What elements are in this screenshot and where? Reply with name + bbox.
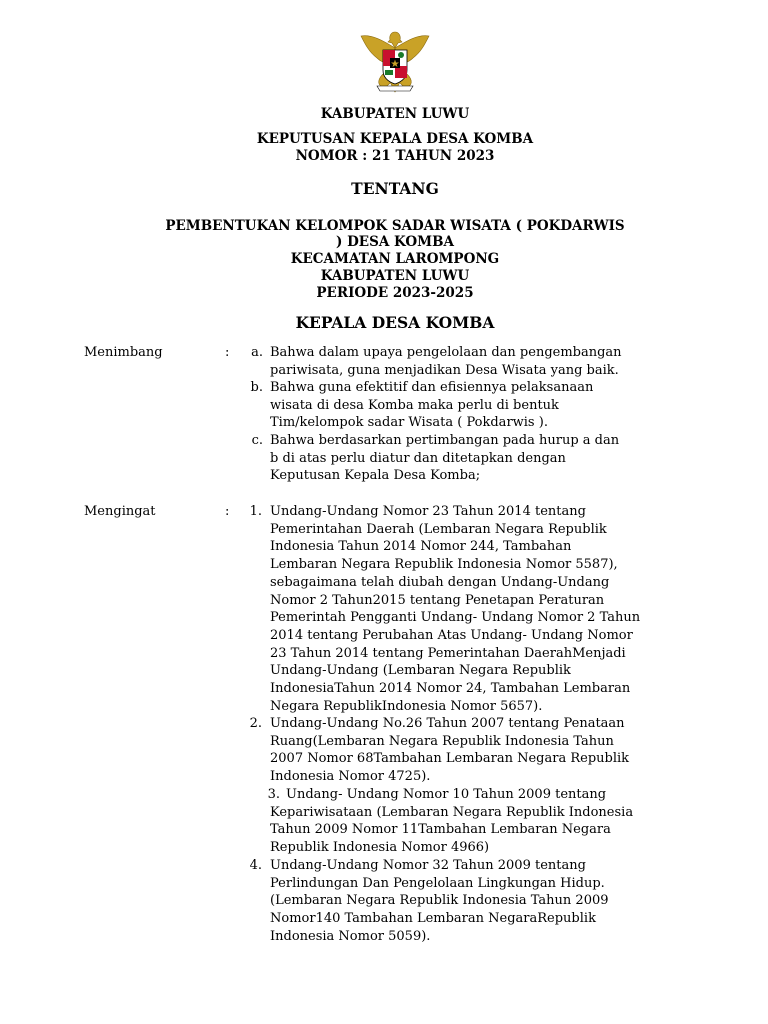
text-line: Undang- Undang Nomor 10 Tahun 2009 tentang	[286, 787, 607, 802]
text-line: b di atas perlu diatur dan ditetapkan dengan	[270, 450, 566, 466]
text-line: Perlindungan Dan Pengelolaan Lingkungan Hidup.	[270, 875, 605, 891]
text-line: Ruang(Lembaran Negara Republik Indonesia Tahun	[270, 733, 614, 749]
mengingat-item-1	[270, 503, 686, 715]
section-label-menimbang: Menimbang	[84, 345, 163, 360]
text-line: Tim/kelompok sadar Wisata ( Pokdarwis ).	[270, 415, 548, 431]
text-line: Nomor 2 Tahun2015 tentang Penetapan Peraturan	[270, 592, 605, 608]
motto-ribbon	[377, 86, 413, 91]
text-line: Nomor140 Tambahan Lembaran NegaraRepublik	[270, 911, 596, 927]
text-line: wisata di desa Komba maka perlu di bentuk	[270, 397, 559, 413]
item-marker: a.	[251, 345, 263, 360]
official-heading: KEPALA DESA KOMBA	[295, 313, 495, 332]
text-line: Indonesia Nomor 4725).	[270, 769, 431, 785]
decree-title: KEPUTUSAN KEPALA DESA KOMBA	[256, 131, 534, 147]
subject-line: PEMBENTUKAN KELOMPOK SADAR WISATA ( POKDARWIS	[165, 218, 625, 234]
text-line: Kepariwisataan (Lembaran Negara Republik Indonesia	[270, 804, 634, 820]
text-line: Keputusan Kepala Desa Komba;	[270, 468, 481, 484]
item-marker: b.	[250, 380, 263, 395]
section-colon: :	[225, 504, 230, 519]
item-marker: 4.	[249, 858, 262, 873]
menimbang-item-c	[270, 432, 686, 485]
item-marker: 2.	[249, 716, 262, 731]
text-line: Bahwa dalam upaya pengelolaan dan pengembangan	[270, 345, 622, 360]
about-heading: TENTANG	[351, 179, 439, 198]
text-line: sebagaimana telah diubah dengan Undang-Undang	[270, 574, 610, 590]
item-marker: 3.	[267, 787, 280, 802]
text-line: Negara RepublikIndonesia Nomor 5657).	[270, 698, 543, 714]
text-line: IndonesiaTahun 2014 Nomor 24, Tambahan Lembaran	[270, 681, 631, 697]
section-colon: :	[225, 345, 230, 360]
text-line: 2007 Nomor 68Tambahan Lembaran Negara Republik	[270, 751, 630, 767]
text-line: Undang-Undang Nomor 32 Tahun 2009 tentang	[270, 858, 586, 873]
pancasila-shield	[383, 50, 407, 84]
text-line: Republik Indonesia Nomor 4966)	[270, 840, 490, 856]
text-line: Undang-Undang (Lembaran Negara Republik	[270, 663, 571, 679]
subject-line: ) DESA KOMBA	[336, 234, 454, 250]
section-label-mengingat: Mengingat	[84, 504, 156, 519]
text-line: 23 Tahun 2014 tentang Pemerintahan DaerahMenjadi	[270, 645, 626, 661]
regency-heading: KABUPATEN LUWU	[320, 106, 470, 122]
subject-line: PERIODE 2023-2025	[316, 285, 474, 301]
item-marker: 1.	[249, 504, 262, 519]
text-line: Undang-Undang No.26 Tahun 2007 tentang Penataan	[270, 716, 625, 731]
mengingat-item-2	[270, 715, 686, 786]
text-line: pariwisata, guna menjadikan Desa Wisata yang baik.	[270, 362, 619, 378]
text-line: Undang-Undang Nomor 23 Tahun 2014 tentang	[270, 504, 586, 519]
subject-line: KABUPATEN LUWU	[320, 268, 470, 284]
mengingat-item-4	[270, 857, 686, 946]
text-line: Lembaran Negara Republik Indonesia Nomor 5587),	[270, 557, 618, 573]
text-line: Bahwa berdasarkan pertimbangan pada hurup a dan	[270, 433, 620, 448]
mengingat-item-3	[270, 786, 686, 857]
subject-line: KECAMATAN LAROMPONG	[290, 251, 500, 267]
text-line: Indonesia Tahun 2014 Nomor 244, Tambahan	[270, 539, 572, 555]
text-line: Pemerintah Pengganti Undang- Undang Nomor 2 Tahun	[270, 610, 641, 626]
text-line: Tahun 2009 Nomor 11Tambahan Lembaran Negara	[270, 822, 611, 838]
garuda-pancasila-emblem	[355, 30, 435, 94]
decree-number: NOMOR : 21 TAHUN 2023	[295, 148, 495, 164]
text-line: Pemerintahan Daerah (Lembaran Negara Republik	[270, 521, 607, 537]
text-line: (Lembaran Negara Republik Indonesia Tahun 2009	[270, 893, 609, 909]
menimbang-item-a	[270, 344, 686, 379]
text-line: Indonesia Nomor 5059).	[270, 928, 431, 944]
text-line: Bahwa guna efektitif dan efisiennya pelaksanaan	[270, 380, 594, 395]
menimbang-item-b	[270, 379, 686, 432]
text-line: 2014 tentang Perubahan Atas Undang- Undang Nomor	[270, 627, 633, 643]
item-marker: c.	[251, 433, 263, 448]
